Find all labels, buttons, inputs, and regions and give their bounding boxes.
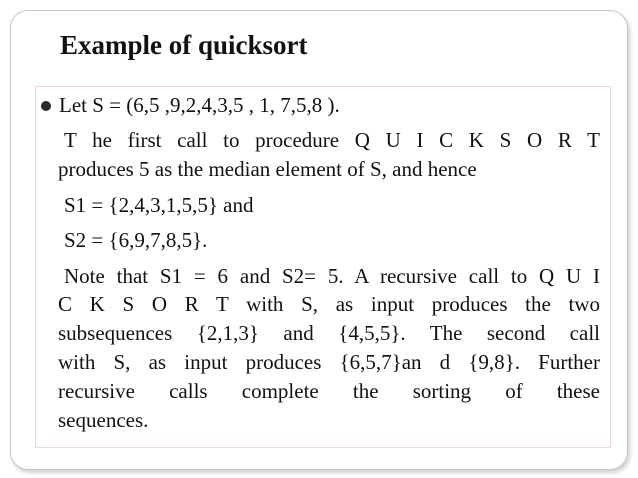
text-line-11: sequences.: [58, 408, 149, 432]
text-line-6: Note that S1 = 6 and S2= 5. A recursive call to Q U I: [64, 264, 600, 288]
text-line-10: recursive calls complete the sorting of these: [58, 379, 600, 403]
text-line-2: T he first call to procedure Q U I C K S O R T: [64, 128, 600, 152]
text-line-9: with S, as input produces {6,5,7}an d {9,8}. Further: [58, 350, 600, 374]
text-line-8: subsequences {2,1,3} and {4,5,5}. The second call: [58, 321, 600, 345]
text-line-3: produces 5 as the median element of S, and hence: [58, 157, 477, 181]
bullet-icon: [41, 101, 51, 111]
text-line-4: S1 = {2,4,3,1,5,5} and: [64, 193, 254, 217]
slide-title: Example of quicksort: [60, 30, 308, 60]
text-line-5: S2 = {6,9,7,8,5}.: [64, 228, 208, 252]
text-line-7: C K S O R T with S, as input produces the two: [58, 292, 600, 316]
text-line-1: Let S = (6,5 ,9,2,4,3,5 , 1, 7,5,8 ).: [59, 93, 340, 117]
